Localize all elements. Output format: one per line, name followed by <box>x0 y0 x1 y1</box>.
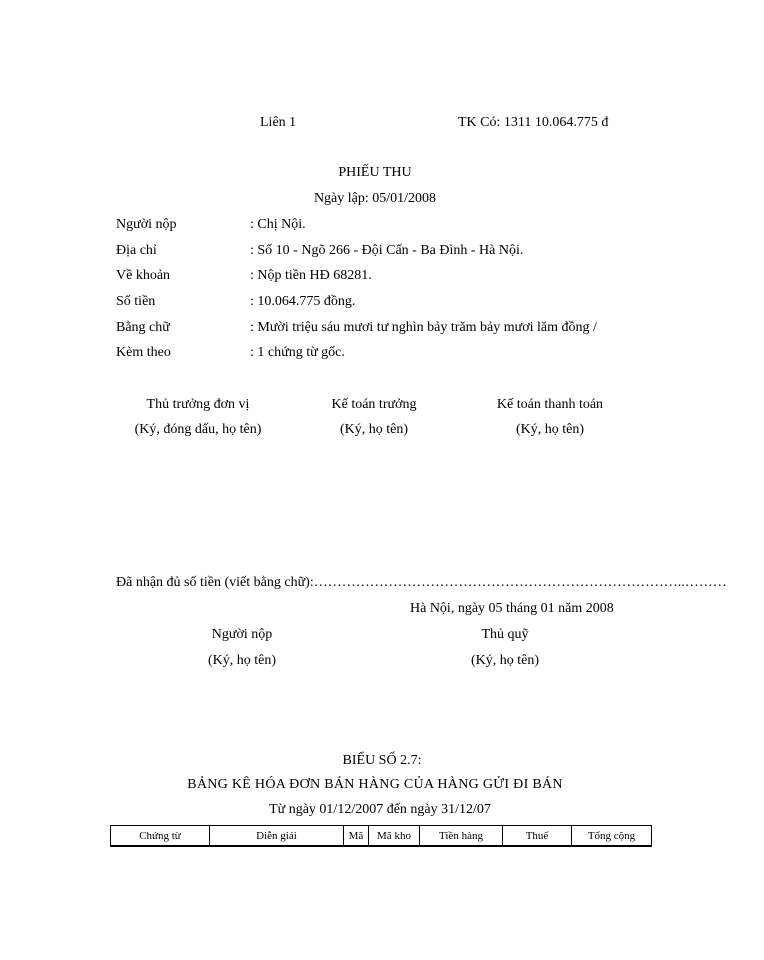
signature-role-cashier: Thủ quỹ <box>481 627 529 642</box>
signature-note-payer: (Ký, họ tên) <box>207 653 277 668</box>
field-value-purpose: : Nộp tiền HĐ 68281. <box>250 268 372 283</box>
copy-label: Liên 1 <box>260 115 297 130</box>
signature-role-payment-accountant: Kế toán thanh toán <box>496 397 604 412</box>
column-header: Thuế <box>503 826 572 847</box>
signature-role-chief-accountant: Kế toán trưởng <box>331 397 417 412</box>
column-header: Mã kho <box>369 826 420 847</box>
signature-role-payer: Người nộp <box>211 627 273 642</box>
column-header: Diễn giải <box>210 826 344 847</box>
schedule-figure-number: BIỂU SỐ 2.7: <box>342 753 422 768</box>
schedule-period: Từ ngày 01/12/2007 đến ngày 31/12/07 <box>269 802 491 817</box>
field-value-attached: : 1 chứng từ gốc. <box>250 345 345 360</box>
field-value-amount: : 10.064.775 đồng. <box>250 294 356 309</box>
field-value-in-words: : Mười triệu sáu mươi tư nghìn bảy trăm bảy mươi lăm đồng / <box>250 320 597 335</box>
field-label-purpose: Về khoản <box>116 268 171 283</box>
field-label-in-words: Bằng chữ <box>116 320 170 335</box>
signature-role-director: Thủ trưởng đơn vị <box>146 397 250 412</box>
field-value-payer: : Chị Nội. <box>250 217 306 232</box>
schedule-title: BẢNG KÊ HÓA ĐƠN BÁN HÀNG CỦA HÀNG GỬI ĐI BÁN <box>187 777 563 792</box>
column-header: Mã <box>344 826 369 847</box>
receipt-title: PHIẾU THU <box>338 165 412 180</box>
schedule-table <box>110 825 652 847</box>
signature-note-director: (Ký, đóng dấu, họ tên) <box>134 422 262 437</box>
signature-note-payment-accountant: (Ký, họ tên) <box>515 422 585 437</box>
field-label-address: Địa chỉ <box>116 243 157 258</box>
receipt-date: Ngày lập: 05/01/2008 <box>313 191 437 206</box>
field-value-address: : Số 10 - Ngõ 266 - Đội Cấn - Ba Đình - Hà Nội. <box>250 243 524 258</box>
column-header: Chứng từ <box>111 826 210 847</box>
signature-note-cashier: (Ký, họ tên) <box>470 653 540 668</box>
received-statement: Đã nhận đủ số tiền (viết bằng chữ):……………………………………………………………………..……… <box>116 575 727 590</box>
column-header: Tổng cộng <box>572 826 652 847</box>
field-label-amount: Số tiền <box>116 294 156 309</box>
field-label-payer: Người nộp <box>116 217 177 232</box>
column-header: Tiền hàng <box>420 826 503 847</box>
place-date: Hà Nội, ngày 05 tháng 01 năm 2008 <box>410 601 614 616</box>
table-header-row <box>111 826 652 847</box>
field-label-attached: Kèm theo <box>116 345 171 360</box>
account-credit: TK Có: 1311 10.064.775 đ <box>458 115 609 130</box>
signature-note-chief-accountant: (Ký, họ tên) <box>339 422 409 437</box>
